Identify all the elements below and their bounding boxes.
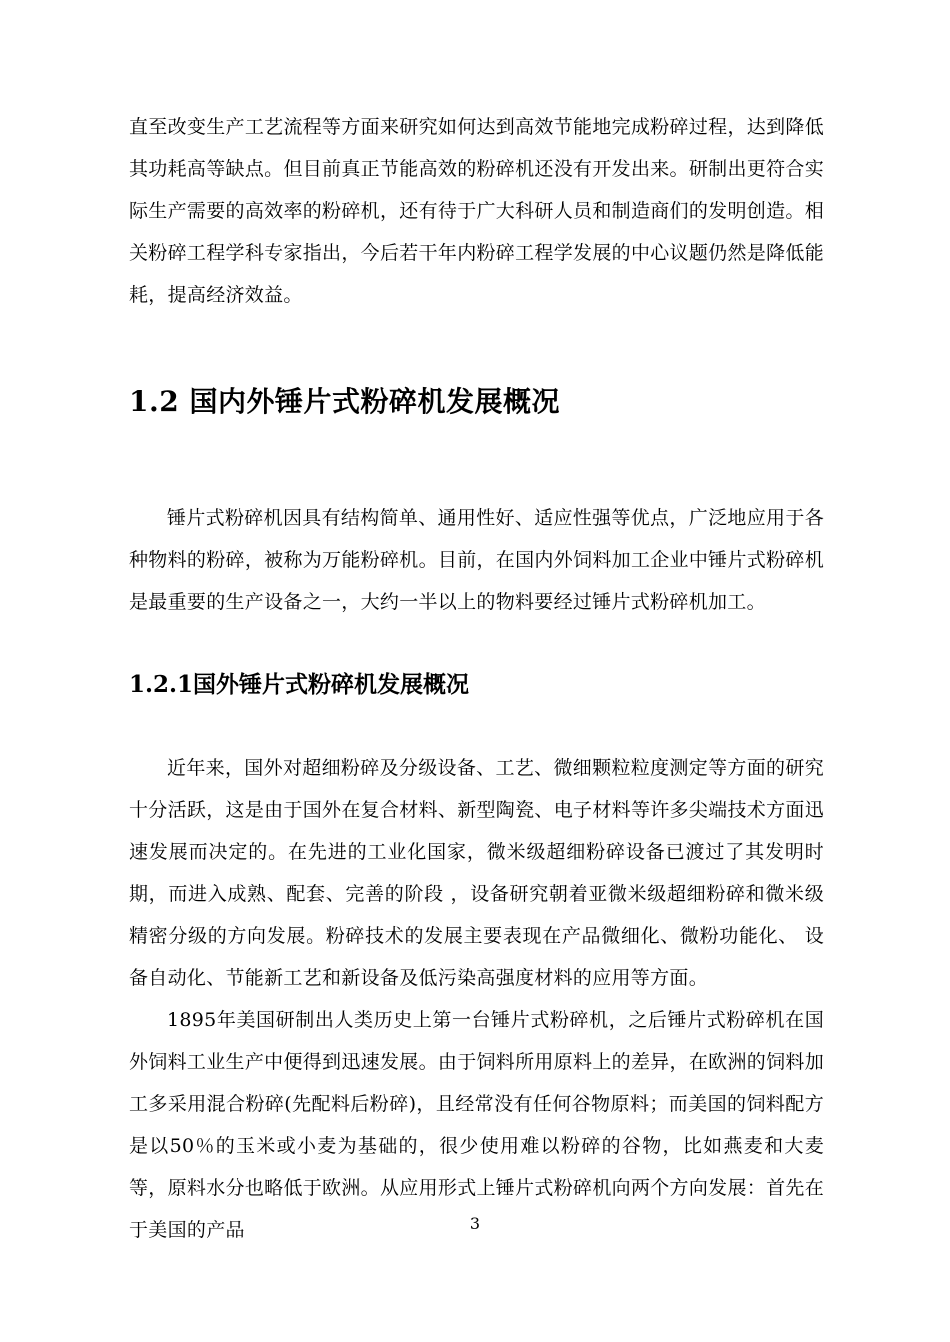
section-heading-1-2-1: 1.2.1国外锤片式粉碎机发展概况 <box>129 671 470 698</box>
section-1-2-1-paragraph-1: 近年来，国外对超细粉碎及分级设备、工艺、微细颗粒粒度测定等方面的研究十分活跃，这是由于国外在复合材料、新型陶瓷、电子材料等许多尖端技术方面迅速发展而决定的。在先进的工业化国家，微米级超细粉碎设备已渡过了其发明时期，而进入成熟、配套、完善的阶段 ，设备研究朝着亚微米级超细粉碎和微米级精密分级的方向发展。粉碎技术的发展主要表现在产品微细化、微粉功能化、 设备自动化、节能新工艺和新设备及低污染高强度材料的应用等方面。 <box>129 757 824 989</box>
page-number: 3 <box>469 1214 481 1233</box>
section-1-2-paragraph: 锤片式粉碎机因具有结构简单、通用性好、适应性强等优点，广泛地应用于各种物料的粉碎，被称为万能粉碎机。目前，在国内外饲料加工企业中锤片式粉碎机是最重要的生产设备之一，大约一半以上的物料要经过锤片式粉碎机加工。 <box>129 507 824 613</box>
section-1-2-1-paragraph-2: 1895年美国研制出人类历史上第一台锤片式粉碎机，之后锤片式粉碎机在国外饲料工业生产中便得到迅速发展。由于饲料所用原料上的差异，在欧洲的饲料加工多采用混合粉碎(先配料后粉碎)，且经常没有任何谷物原料；而美国的饲料配方是以50％的玉米或小麦为基础的，很少使用难以粉碎的谷物，比如燕麦和大麦等，原料水分也略低于欧洲。从应用形式上锤片式粉碎机向两个方向发展：首先在于美国的产品 <box>129 1009 824 1241</box>
continued-paragraph: 直至改变生产工艺流程等方面来研究如何达到高效节能地完成粉碎过程，达到降低其功耗高等缺点。但目前真正节能高效的粉碎机还没有开发出来。研制出更符合实际生产需要的高效率的粉碎机，还有待于广大科研人员和制造商们的发明创造。相关粉碎工程学科专家指出，今后若干年内粉碎工程学发展的中心议题仍然是降低能耗，提高经济效益。 <box>129 116 824 306</box>
section-heading-1-2: 1.2 国内外锤片式粉碎机发展概况 <box>129 385 560 418</box>
